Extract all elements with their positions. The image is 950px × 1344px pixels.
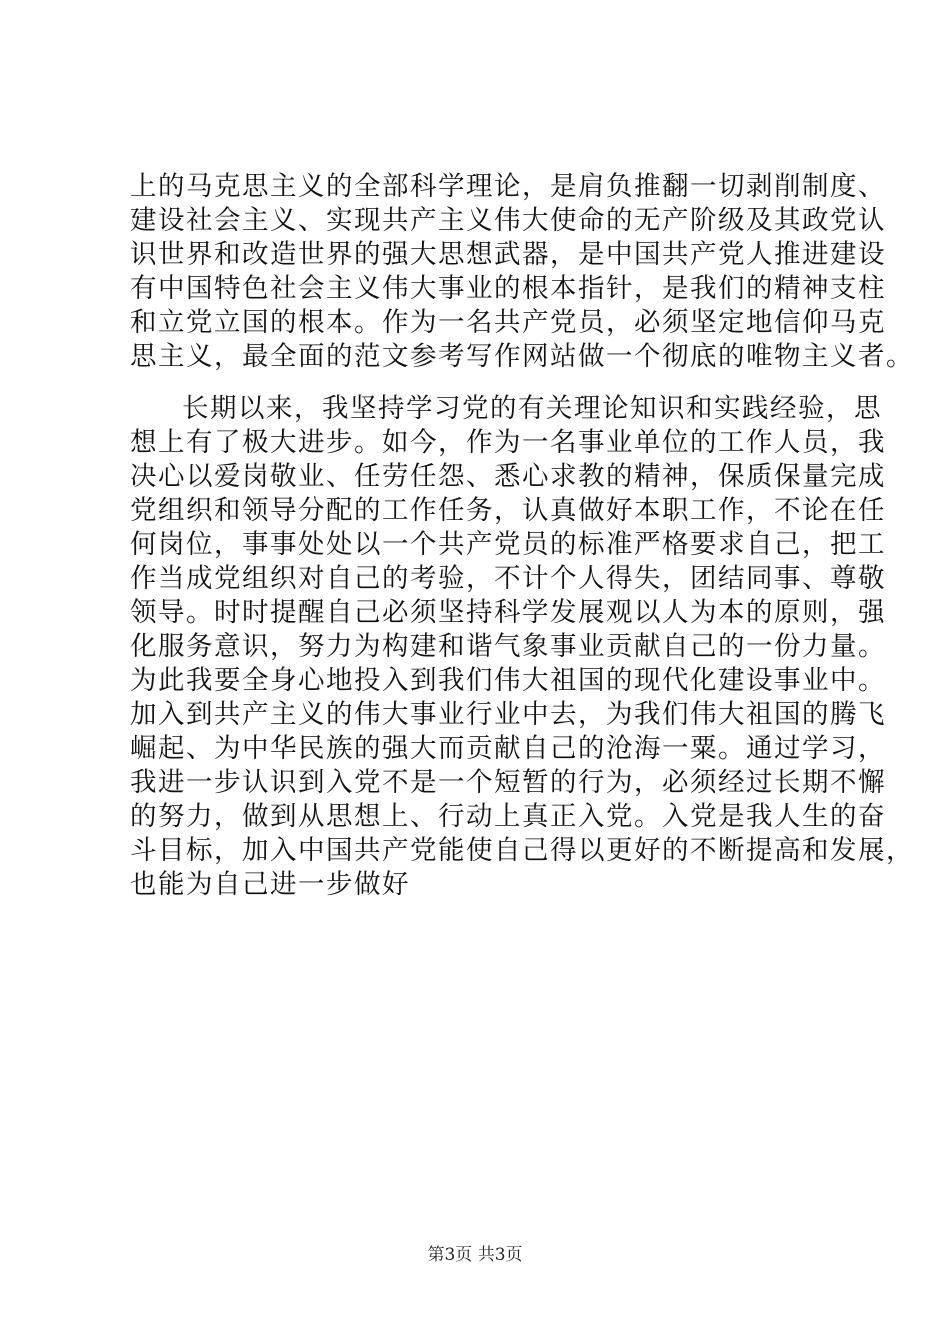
text-line: 决心以爱岗敬业、任劳任怨、悉心求教的精神，保质保量完成 xyxy=(130,461,886,492)
text-line: 长期以来，我坚持学习党的有关理论知识和实践经验，思 xyxy=(182,393,882,424)
text-line: 党组织和领导分配的工作任务，认真做好本职工作，不论在任 xyxy=(130,495,886,526)
page-number-footer: 第3页 共3页 xyxy=(427,1245,523,1265)
text-line: 的努力，做到从思想上、行动上真正入党。入党是我人生的奋 xyxy=(130,801,886,832)
text-line: 加入到共产主义的伟大事业行业中去，为我们伟大祖国的腾飞 xyxy=(130,699,886,730)
text-line: 为此我要全身心地投入到我们伟大祖国的现代化建设事业中。 xyxy=(130,665,886,696)
text-line: 何岗位，事事处处以一个共产党员的标准严格要求自己，把工 xyxy=(130,529,886,560)
text-line: 我进一步认识到入党不是一个短暂的行为，必须经过长期不懈 xyxy=(130,767,886,798)
text-line: 化服务意识，努力为构建和谐气象事业贡献自己的一份力量。 xyxy=(130,631,886,662)
text-line: 有中国特色社会主义伟大事业的根本指针，是我们的精神支柱 xyxy=(130,273,886,304)
text-line: 上的马克思主义的全部科学理论，是肩负推翻一切剥削制度、 xyxy=(130,171,886,202)
text-line: 作当成党组织对自己的考验，不计个人得失，团结同事、尊敬 xyxy=(130,563,886,594)
text-line: 也能为自己进一步做好 xyxy=(130,869,410,900)
text-line: 斗目标，加入中国共产党能使自己得以更好的不断提高和发展， xyxy=(130,835,914,866)
text-line: 识世界和改造世界的强大思想武器，是中国共产党人推进建设 xyxy=(130,239,886,270)
text-line: 建设社会主义、实现共产主义伟大使命的无产阶级及其政党认 xyxy=(130,205,886,236)
text-line: 崛起、为中华民族的强大而贡献自己的沧海一粟。通过学习， xyxy=(130,733,886,764)
text-line: 想上有了极大进步。如今，作为一名事业单位的工作人员，我 xyxy=(130,427,886,458)
text-line: 思主义，最全面的范文参考写作网站做一个彻底的唯物主义者。 xyxy=(130,341,914,372)
text-line: 和立党立国的根本。作为一名共产党员，必须坚定地信仰马克 xyxy=(130,307,886,338)
text-line: 领导。时时提醒自己必须坚持科学发展观以人为本的原则，强 xyxy=(130,597,886,628)
